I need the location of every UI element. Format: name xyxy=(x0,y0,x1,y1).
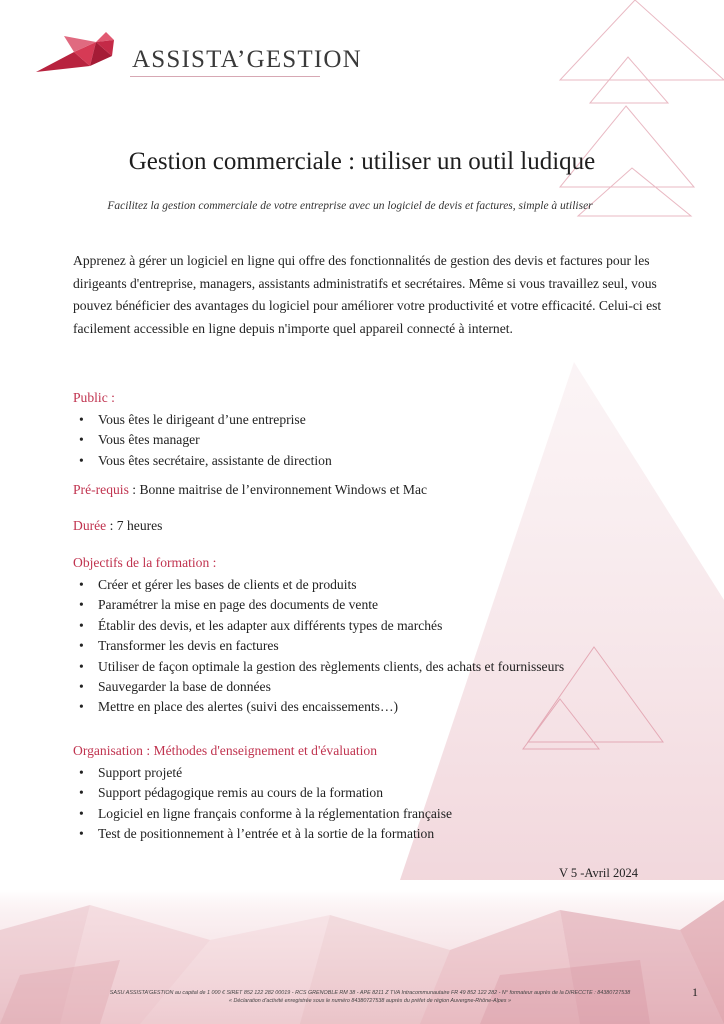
brand-name: ASSISTA’GESTION xyxy=(132,46,362,73)
prerequis-label: Pré-requis xyxy=(73,482,129,497)
list-item: • Vous êtes secrétaire, assistante de direction xyxy=(98,451,673,471)
legal-footer xyxy=(60,989,680,1005)
list-item: • Vous êtes manager xyxy=(98,430,673,450)
list-item: • Logiciel en ligne français conforme à la réglementation française xyxy=(98,804,673,824)
list-item: • Sauvegarder la base de données xyxy=(98,677,673,697)
list-item: • Mettre en place des alertes (suivi des encaissements…) xyxy=(98,697,673,717)
list-item: • Vous êtes le dirigeant d’une entreprise xyxy=(98,410,673,430)
list-item: • Support pédagogique remis au cours de la formation xyxy=(98,783,673,803)
prerequis-value: : Bonne maitrise de l’environnement Windows et Mac xyxy=(128,482,428,497)
list-item: • Support projeté xyxy=(98,763,673,783)
duree-label: Durée xyxy=(73,518,107,533)
public-section xyxy=(73,388,673,471)
page-title: Gestion commerciale : utiliser un outil ludique xyxy=(128,148,596,175)
organisation-label: Organisation : Méthodes d'enseignement et d'évaluation xyxy=(73,743,378,758)
objectifs-label: Objectifs de la formation : xyxy=(73,555,217,570)
list-item: • Test de positionnement à l’entrée et à la sortie de la formation xyxy=(98,824,673,844)
version-label: V 5 -Avril 2024 xyxy=(558,866,638,880)
duree-section xyxy=(73,516,673,536)
intro-paragraph: Apprenez à gérer un logiciel en ligne qui offre des fonctionnalités de gestion des devis et factures pour les dirigeants d'entreprise, managers, assistants administratifs et secrétaires. Même si vous travaillez seul, vous pouvez bénéficier des avantages du logiciel pour améliorer votre productivité et votre efficacité. Celui-ci est facilement accessible en ligne depuis n'importe quel appareil connecté à internet. xyxy=(73,253,662,336)
page-subtitle: Facilitez la gestion commerciale de votre entreprise avec un logiciel de devis et factures, simple à utiliser xyxy=(107,200,593,212)
outline-triangles-top xyxy=(560,0,724,216)
duree-value: : 7 heures xyxy=(106,518,163,533)
list-item: • Créer et gérer les bases de clients et de produits xyxy=(98,575,673,595)
list-item: • Paramétrer la mise en page des documents de vente xyxy=(98,595,673,615)
origami-bird-icon xyxy=(34,28,130,74)
prerequis-section xyxy=(73,480,673,500)
list-item: • Utiliser de façon optimale la gestion des règlements clients, des achats et fournisseurs xyxy=(98,657,673,677)
brand-logo xyxy=(34,28,362,80)
objectifs-section xyxy=(73,553,673,718)
list-item: • Transformer les devis en factures xyxy=(98,636,673,656)
list-item: • Établir des devis, et les adapter aux différents types de marchés xyxy=(98,616,673,636)
objectifs-list xyxy=(73,575,673,718)
organisation-list xyxy=(73,763,673,845)
page-number: 1 xyxy=(692,985,698,999)
footer-line-1: SASU ASSISTA'GESTION au capital de 1 000 € SIRET 852 122 282 00019 - RCS GRENOBLE RM 38 - APE 8211 Z TVA Intracommunautaire FR 49 852 122 282 - N° formateur auprès de la DIRECCTE : 84380727538 xyxy=(109,990,631,996)
public-label: Public : xyxy=(73,390,115,405)
public-list xyxy=(73,410,673,471)
logo-underline xyxy=(130,76,320,77)
organisation-section xyxy=(73,741,673,845)
footer-line-2: « Déclaration d'activité enregistrée sous le numéro 84380727538 auprès du préfet de région Auvergne-Rhône-Alpes » xyxy=(229,998,511,1004)
